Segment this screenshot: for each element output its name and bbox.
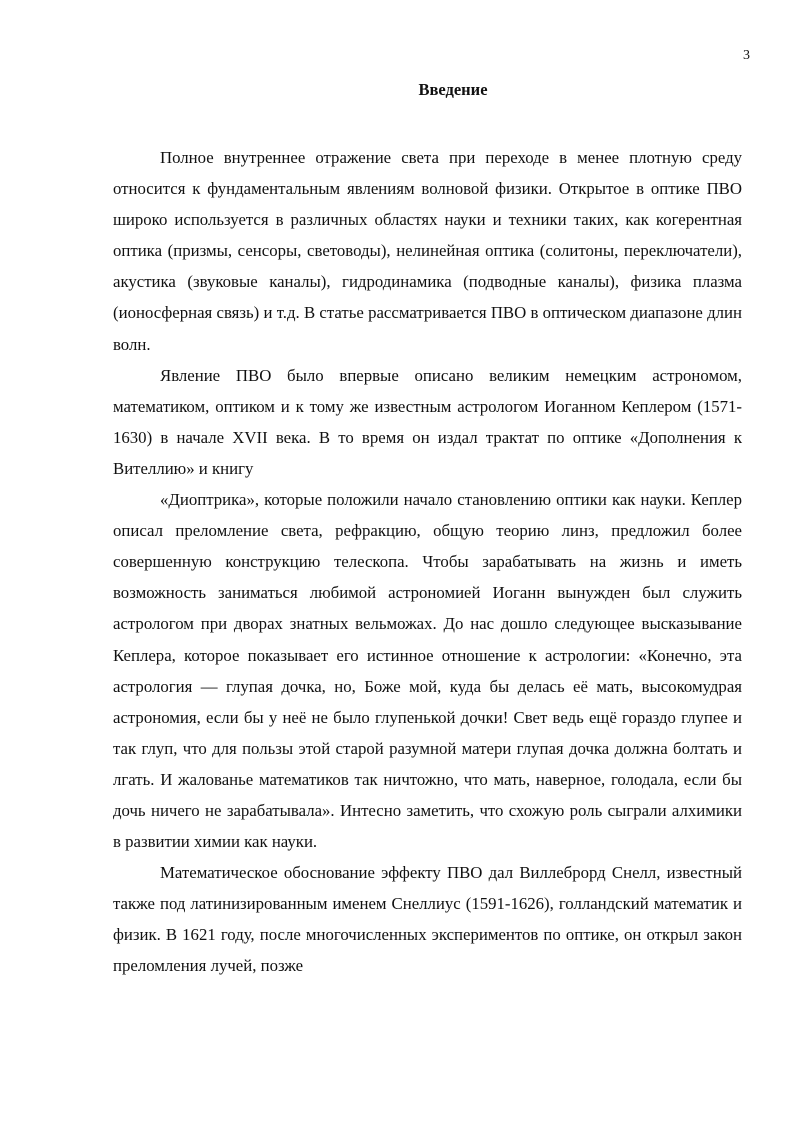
paragraph-4: Математическое обоснование эффекту ПВО дал Виллеброрд Снелл, известный также под латинизированным именем Снеллиус (1591-1626), голландский математик и физик. В 1621 году, после многочисленных экспериментов по оптике, он открыл закон преломления лучей, позже bbox=[113, 863, 742, 976]
section-heading-text: Введение bbox=[418, 80, 488, 99]
paragraph-3: «Диоптрика», которые положили начало становлению оптики как науки. Кеплер описал преломление света, рефракцию, общую теорию линз, предложил более совершенную конструкцию телескопа. Чтобы зарабатывать на жизнь и иметь возможность заниматься любимой астрономией Иоганн вынужден был служить астрологом при дворах знатных вельможах. До нас дошло следующее высказывание Кеплера, которое показывает его истинное отношение к астрологии: «Конечно, эта астрология — глупая дочка, но, Боже мой, куда бы делась её мать, высокомудрая астрономия, если бы у неё не было глупенькой дочки! Свет ведь ещё гораздо глупее и так глуп, что для пользы этой старой разумной матери глупая дочка должна болтать и лгать. И жалованье математиков так ничтожно, что мать, наверное, голодала, если бы дочь ничего не зарабатывала». Интесно заметить, что схожую роль сыграли алхимики в развитии химии как науки. bbox=[113, 490, 742, 852]
document-body bbox=[113, 142, 742, 982]
page-number: 3 bbox=[743, 48, 750, 63]
paragraph-2: Явление ПВО было впервые описано великим немецким астрономом, математиком, оптиком и к тому же известным астрологом Иоганном Кеплером (1571-1630) в начале XVII века. В то время он издал трактат по оптике «Дополнения к Вителлию» и книгу bbox=[113, 365, 742, 478]
section-heading bbox=[0, 78, 800, 102]
paragraph-1: Полное внутреннее отражение света при переходе в менее плотную среду относится к фундаментальным явлениям волновой физики. Открытое в оптике ПВО широко используется в различных областях науки и техники таких, как когерентная оптика (призмы, сенсоры, световоды), нелинейная оптика (солитоны, переключатели), акустика (звуковые каналы), гидродинамика (подводные каналы), физика плазма (ионосферная связь) и т.д. В статье рассматривается ПВО в оптическом диапазоне длин волн. bbox=[113, 148, 742, 354]
